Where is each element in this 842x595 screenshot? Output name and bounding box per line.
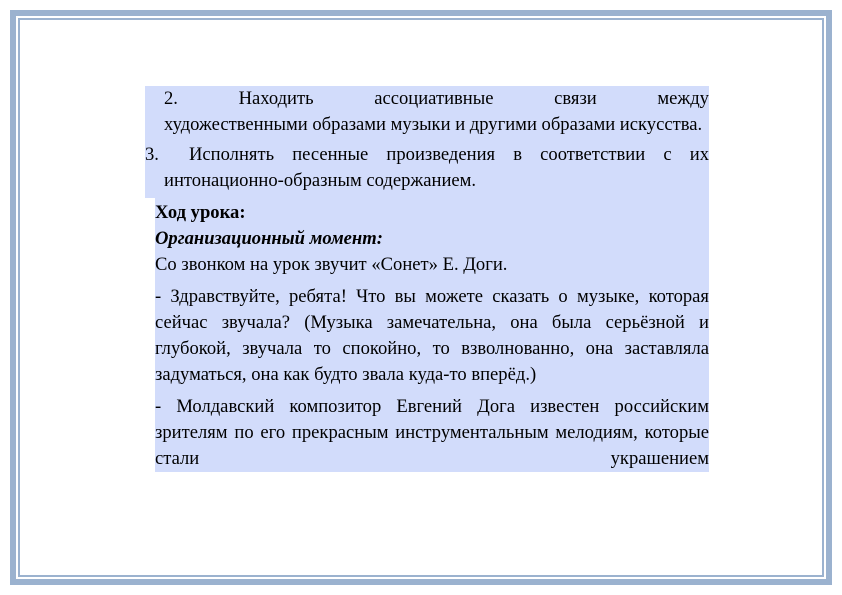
lesson-paragraph: - Здравствуйте, ребята! Что вы можете сказать о музыке, которая сейчас звучала? (Музыка замечательна, она была серьёзной и глубокой, звучала то спокойно, то взволнованно, она заставляла задуматься, она как будто звала куда-то вперёд.) [155,286,709,385]
lesson-subheading: Организационный момент: [155,228,383,249]
lesson-heading: Ход урока: [155,202,246,223]
lesson-paragraph: - Молдавский композитор Евгений Дога известен российским зрителям по его прекрасным инструментальным мелодиям, которые стали украшением [155,396,709,469]
list-item-3 [145,142,709,194]
list-word: Находить [238,88,314,109]
list-word: ассоциативные [374,88,494,109]
lesson-paragraph: Со звонком на урок звучит «Сонет» Е. Доги. [155,254,508,275]
list-word: связи [554,88,597,109]
list-item-number: 2. [164,88,178,109]
list-item-number: 3. [145,144,159,165]
slide-text-block [145,86,709,472]
lesson-section [155,198,709,472]
objectives-list [145,86,709,198]
list-word: между [657,88,709,109]
list-item-2 [145,86,709,138]
list-item-text: Исполнять песенные произведения в соответствии с их интонационно-образным содержанием. [164,144,709,191]
list-item-text: художественными образами музыки и другими образами искусства. [164,114,703,135]
list-item-2-first-line [164,86,709,112]
